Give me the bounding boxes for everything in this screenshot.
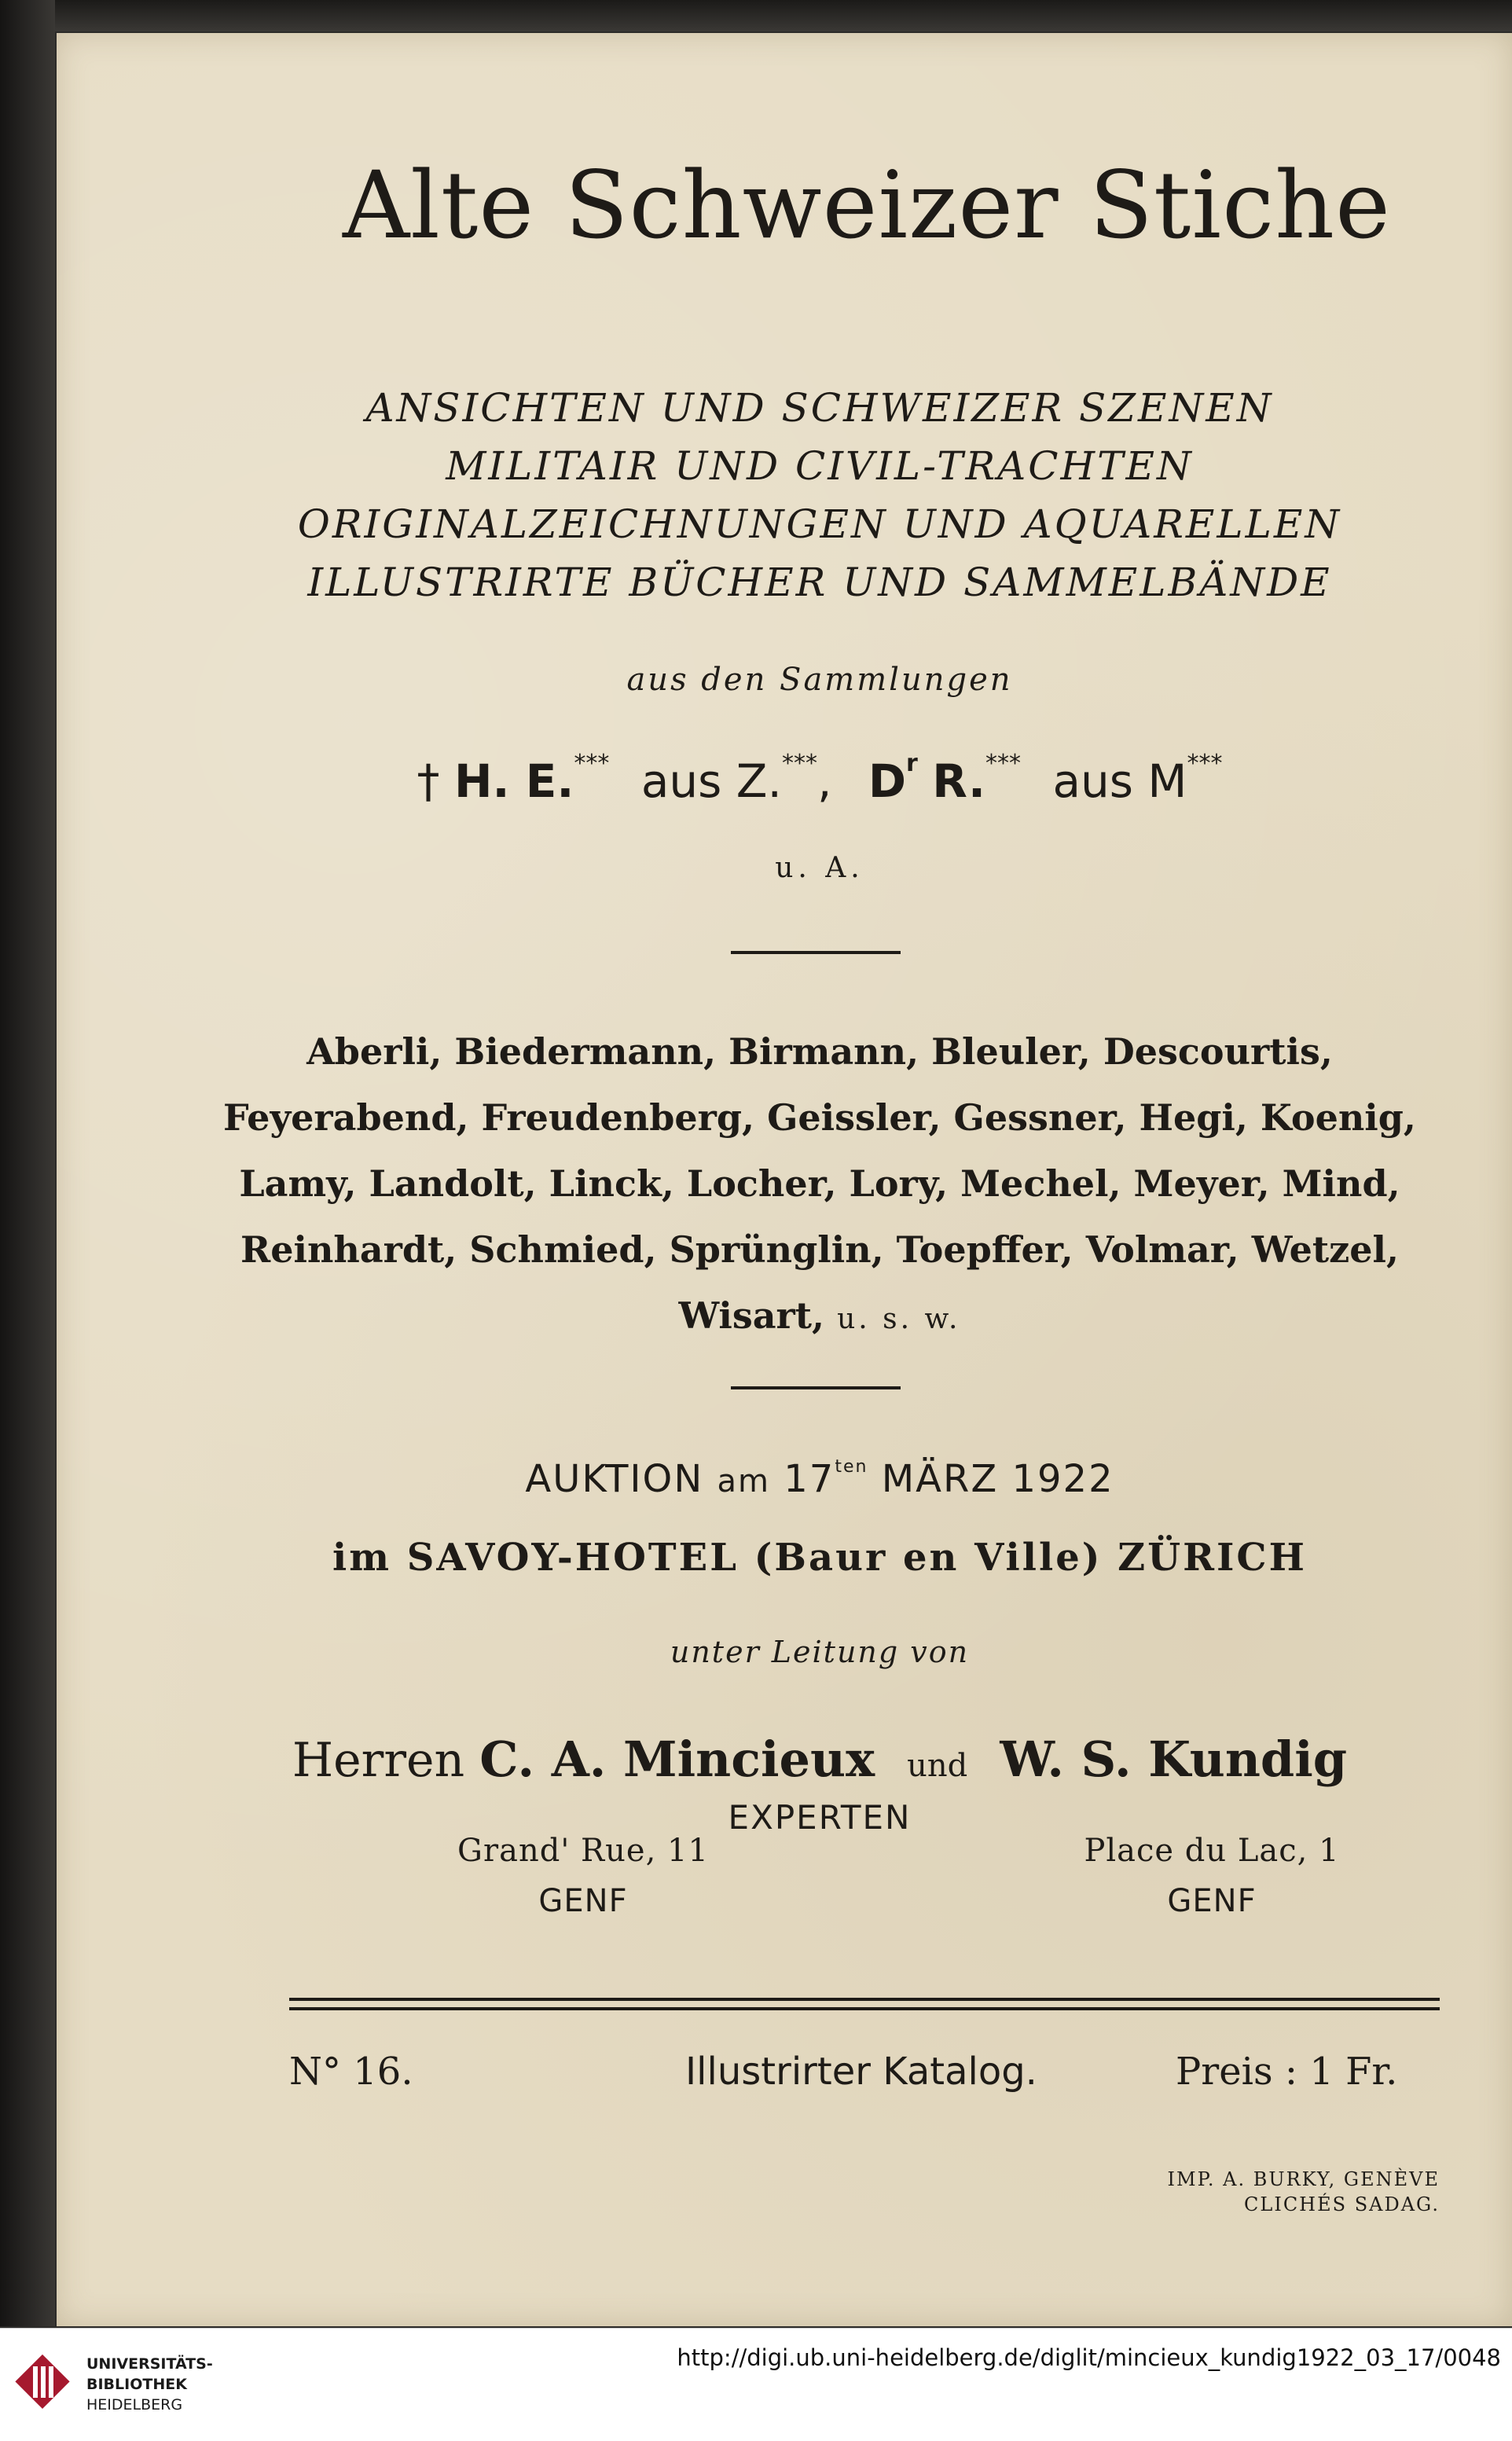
auction-day: 17	[784, 1457, 835, 1501]
subheading-3: ORIGINALZEICHNUNGEN UND AQUARELLEN	[297, 501, 1342, 547]
imprint-printer: IMP. A. BURKY, GENÈVE	[1167, 2168, 1440, 2190]
divider-rule	[731, 1386, 901, 1389]
collectors-line	[57, 750, 1512, 808]
aus-word: aus	[640, 754, 722, 808]
library-logo-icon[interactable]	[11, 2351, 74, 2413]
unter-leitung-von: unter Leitung von	[670, 1635, 970, 1669]
subheading-1: ANSICHTEN UND SCHWEIZER SZENEN	[365, 385, 1274, 431]
am-word: am	[717, 1463, 770, 1499]
asterisks: ***	[985, 750, 1022, 777]
artists-line-3: Lamy, Landolt, Linck, Locher, Lory, Mechel, Meyer, Mind,	[239, 1162, 1400, 1205]
dr-superscript: r	[906, 750, 918, 777]
library-name-line-2: BIBLIOTHEK	[86, 2376, 187, 2393]
collector-z: Z.	[736, 754, 782, 808]
expert-mincieux: C. A. Mincieux	[479, 1731, 875, 1788]
collector-dr: D	[868, 754, 906, 808]
catalog-label: Illustrirter Katalog.	[685, 2050, 1037, 2094]
experten-label: EXPERTEN	[728, 1798, 912, 1837]
scan-border-top	[0, 0, 1512, 31]
permalink-url[interactable]: http://digi.ub.uni-heidelberg.de/diglit/mincieux_kundig1922_03_17/0048	[677, 2344, 1501, 2371]
dagger-mark: †	[417, 754, 440, 808]
artists-line-1: Aberli, Biedermann, Birmann, Bleuler, Descourtis,	[306, 1030, 1333, 1073]
collector-he: H. E.	[453, 754, 574, 808]
auction-date	[57, 1457, 1512, 1501]
library-footer-bar	[0, 2328, 1512, 2441]
address-street: Grand' Rue, 11	[457, 1833, 709, 1869]
address-kundig	[1031, 1833, 1393, 1919]
double-rule-bottom	[289, 2007, 1440, 2010]
auktion-word: AUKTION	[525, 1457, 704, 1501]
artists-line-5	[57, 1283, 1512, 1353]
library-name-line-1: UNIVERSITÄTS-	[86, 2355, 213, 2373]
library-name	[86, 2354, 213, 2415]
scan-border-left	[0, 0, 55, 2326]
artists-line-4: Reinhardt, Schmied, Sprünglin, Toepffer, Volmar, Wetzel,	[240, 1228, 1400, 1271]
collector-m: M	[1147, 754, 1187, 808]
asterisks: ***	[781, 750, 817, 777]
collector-r: R.	[932, 754, 986, 808]
subheading-4: ILLUSTRIRTE BÜCHER UND SAMMELBÄNDE	[307, 560, 1332, 605]
catalog-number: N° 16.	[289, 2050, 413, 2094]
address-city: GENF	[538, 1883, 628, 1919]
catalog-cover-page	[57, 33, 1512, 2326]
und-word: und	[907, 1748, 968, 1784]
library-name-line-3: HEIDELBERG	[86, 2396, 183, 2413]
experts-names	[57, 1731, 1512, 1788]
comma: ,	[817, 754, 832, 808]
day-superscript: ten	[835, 1457, 868, 1477]
herren-prefix: Herren	[292, 1733, 465, 1788]
double-rule-top	[289, 1998, 1440, 2001]
asterisks: ***	[574, 750, 610, 777]
usw: u. s. w.	[837, 1303, 961, 1335]
divider-rule	[731, 951, 901, 954]
aus-word: aus	[1052, 754, 1133, 808]
address-street: Place du Lac, 1	[1084, 1833, 1340, 1869]
asterisks: ***	[1187, 750, 1223, 777]
artist-wisart: Wisart,	[678, 1294, 825, 1337]
subheading-2: MILITAIR UND CIVIL-TRACHTEN	[446, 443, 1194, 489]
artists-line-2: Feyerabend, Freudenberg, Geissler, Gessner, Hegi, Koenig,	[223, 1096, 1416, 1139]
catalog-price: Preis : 1 Fr.	[1176, 2050, 1398, 2094]
expert-kundig: W. S. Kundig	[1000, 1731, 1348, 1788]
auction-venue: im SAVOY-HOTEL (Baur en Ville) ZÜRICH	[332, 1536, 1307, 1580]
address-mincieux	[402, 1833, 764, 1919]
aus-den-sammlungen: aus den Sammlungen	[626, 662, 1013, 698]
auction-month-year: MÄRZ 1922	[881, 1457, 1114, 1501]
und-andere: u. A.	[775, 852, 864, 884]
address-city: GENF	[1167, 1883, 1257, 1919]
imprint-cliches: CLICHÉS SADAG.	[1244, 2193, 1440, 2215]
cover-title: Alte Schweizer Stiche	[342, 151, 1392, 259]
